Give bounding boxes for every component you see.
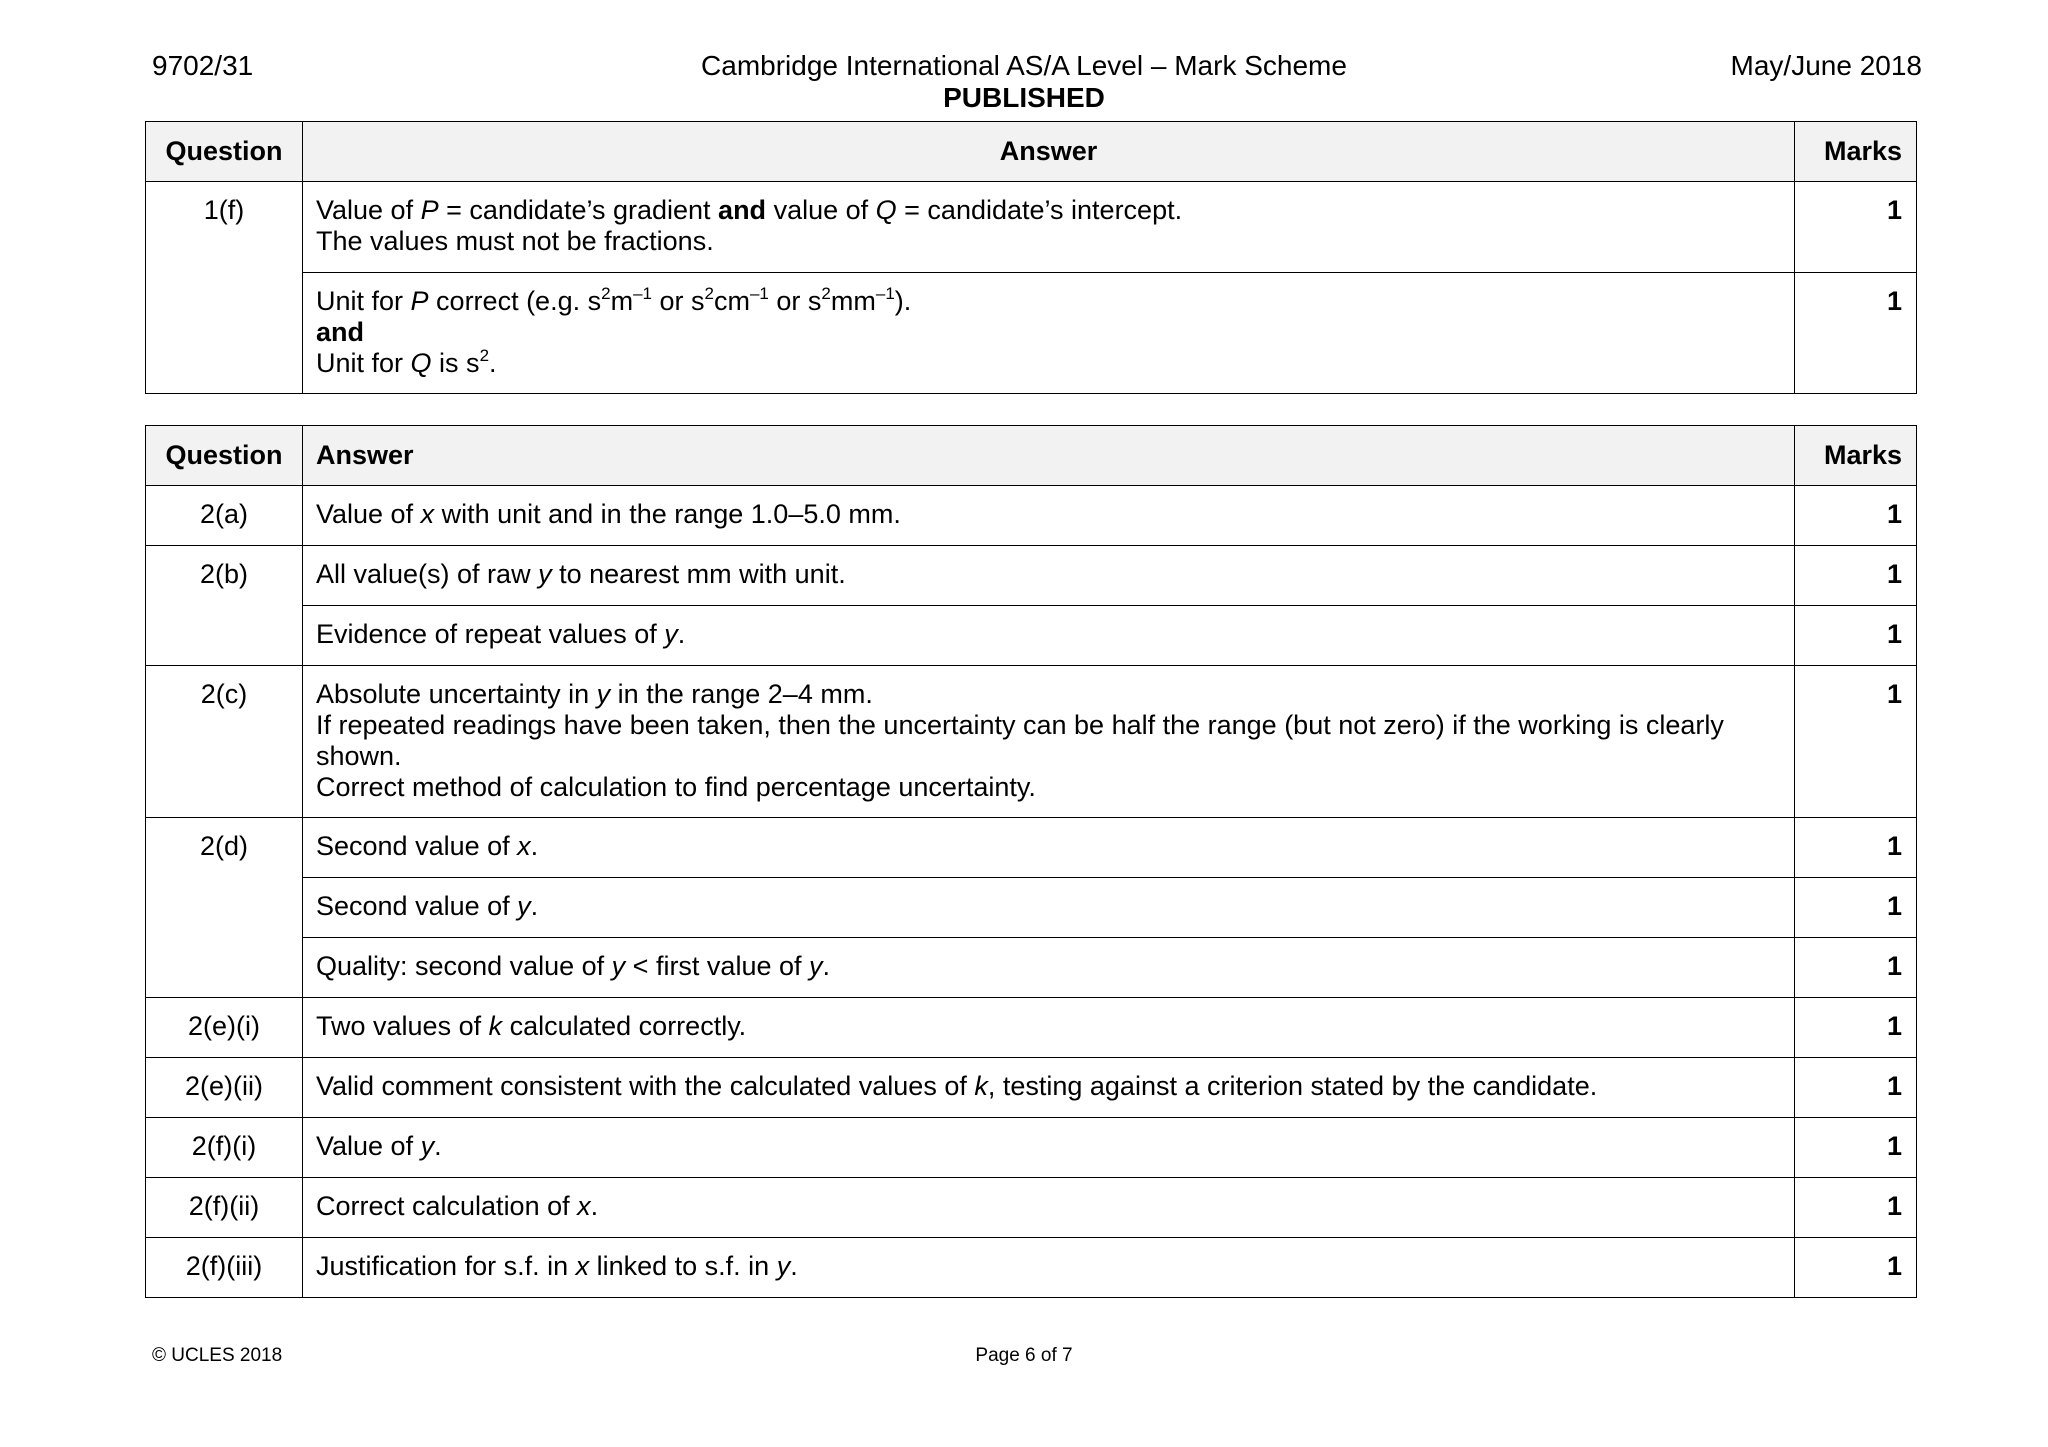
answer-cell — [303, 666, 1795, 818]
paper-code: 9702/31 — [152, 50, 254, 81]
answer-cell: Second value of x. — [303, 818, 1795, 878]
answer-cell: Two values of k calculated correctly. — [303, 998, 1795, 1058]
answer-line: If repeated readings have been taken, then the uncertainty can be half the range (but not zero) if the working is clearly shown. — [316, 710, 1724, 771]
table-header-row — [146, 122, 1917, 182]
table-row — [146, 606, 1917, 666]
answer-cell: Correct calculation of x. — [303, 1178, 1795, 1238]
question-number: 1(f) — [146, 182, 303, 394]
table-row — [146, 546, 1917, 606]
answer-line: Value of P = candidate’s gradient and value of Q = candidate’s intercept. — [316, 195, 1183, 225]
table-row — [146, 998, 1917, 1058]
table-row — [146, 182, 1917, 273]
marks-cell: 1 — [1795, 998, 1917, 1058]
question-number: 2(d) — [146, 818, 303, 998]
marks-column-header: Marks — [1795, 122, 1917, 182]
page-number: Page 6 of 7 — [975, 1345, 1073, 1366]
marks-cell: 1 — [1795, 878, 1917, 938]
question-number: 2(e)(ii) — [146, 1058, 303, 1118]
answer-cell: Value of x with unit and in the range 1.0–5.0 mm. — [303, 486, 1795, 546]
published-label: PUBLISHED — [943, 82, 1105, 113]
table-row — [146, 1178, 1917, 1238]
question-number: 2(f)(ii) — [146, 1178, 303, 1238]
mark-scheme-table-2 — [145, 425, 1917, 1298]
answer-cell: Quality: second value of y < first value of y. — [303, 938, 1795, 998]
marks-cell: 1 — [1795, 273, 1917, 394]
answer-cell — [303, 273, 1795, 394]
question-number: 2(b) — [146, 546, 303, 666]
question-number: 2(c) — [146, 666, 303, 818]
answer-line: The values must not be fractions. — [316, 226, 714, 256]
table-row — [146, 273, 1917, 394]
question-column-header: Question — [146, 122, 303, 182]
answer-cell: Justification for s.f. in x linked to s.f. in y. — [303, 1238, 1795, 1298]
answer-line: Unit for P correct (e.g. $s^2m^{-1}$ or $s^2cm^{-1}$ or $s^2mm^{-1}$). — [316, 284, 912, 316]
marks-cell: 1 — [1795, 666, 1917, 818]
table-row — [146, 486, 1917, 546]
table-row — [146, 1058, 1917, 1118]
answer-column-header: Answer — [303, 426, 1795, 486]
question-number: 2(e)(i) — [146, 998, 303, 1058]
mark-scheme-table-1 — [145, 121, 1917, 394]
marks-cell: 1 — [1795, 1178, 1917, 1238]
table-row — [146, 1118, 1917, 1178]
table-row — [146, 878, 1917, 938]
table-header-row — [146, 426, 1917, 486]
page-header — [0, 50, 2048, 120]
marks-cell: 1 — [1795, 1118, 1917, 1178]
question-number: 2(f)(i) — [146, 1118, 303, 1178]
question-number: 2(a) — [146, 486, 303, 546]
copyright-notice: © UCLES 2018 — [152, 1345, 283, 1366]
marks-cell: 1 — [1795, 938, 1917, 998]
table-row — [146, 818, 1917, 878]
answer-cell: Second value of y. — [303, 878, 1795, 938]
question-number: 2(f)(iii) — [146, 1238, 303, 1298]
answer-cell — [303, 182, 1795, 273]
table-row — [146, 938, 1917, 998]
answer-line: Unit for Q is $s^2$. — [316, 346, 497, 378]
answer-cell: Value of y. — [303, 1118, 1795, 1178]
marks-cell: 1 — [1795, 606, 1917, 666]
table-row — [146, 1238, 1917, 1298]
answer-cell: Valid comment consistent with the calculated values of k, testing against a criterion stated by the candidate. — [303, 1058, 1795, 1118]
answer-line: Absolute uncertainty in y in the range 2–4 mm. — [316, 679, 873, 709]
marks-cell: 1 — [1795, 546, 1917, 606]
marks-cell: 1 — [1795, 1238, 1917, 1298]
marks-cell: 1 — [1795, 818, 1917, 878]
answer-column-header: Answer — [303, 122, 1795, 182]
answer-line: and — [316, 317, 365, 347]
answer-cell: Evidence of repeat values of y. — [303, 606, 1795, 666]
marks-column-header: Marks — [1795, 426, 1917, 486]
marks-cell: 1 — [1795, 182, 1917, 273]
answer-cell: All value(s) of raw y to nearest mm with unit. — [303, 546, 1795, 606]
marks-cell: 1 — [1795, 1058, 1917, 1118]
marks-cell: 1 — [1795, 486, 1917, 546]
table-row — [146, 666, 1917, 818]
document-title: Cambridge International AS/A Level – Mark Scheme — [701, 50, 1347, 81]
question-column-header: Question — [146, 426, 303, 486]
exam-session: May/June 2018 — [1730, 50, 1922, 81]
answer-line: Correct method of calculation to find percentage uncertainty. — [316, 772, 1036, 802]
